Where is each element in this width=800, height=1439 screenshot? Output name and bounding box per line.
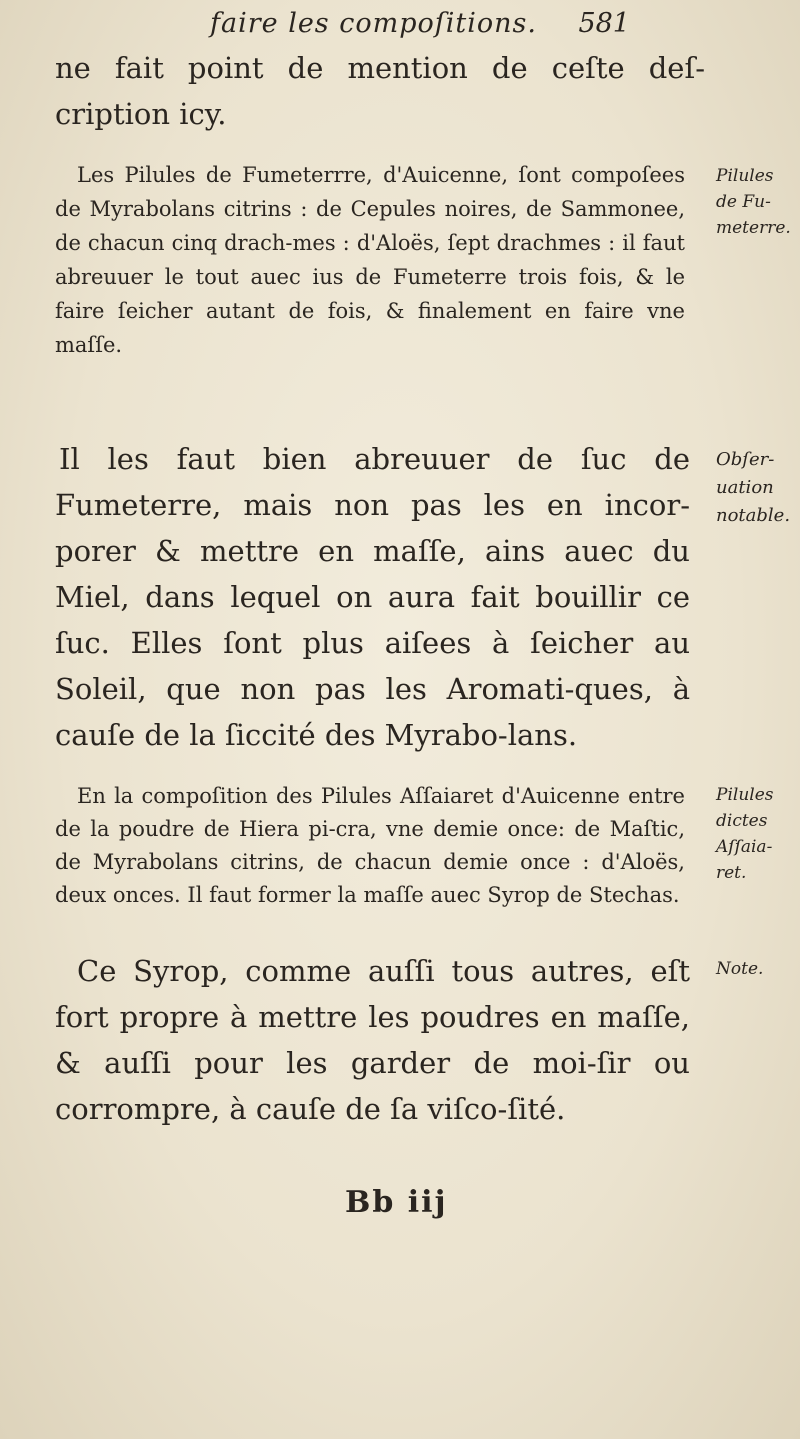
margin-note-line: de Fu-: [716, 192, 771, 212]
margin-note-line: ret.: [716, 863, 747, 883]
margin-note-line: meterre.: [716, 218, 791, 238]
margin-note-line: dictes: [716, 811, 768, 831]
margin-note-line: Pilules: [716, 785, 774, 805]
margin-note-line: Pilules: [716, 166, 774, 186]
margin-note-assaiaret: [716, 782, 798, 886]
signature-mark: Bb iij: [345, 1185, 448, 1220]
paragraph-continuation: ne fait point de mention de ceſte deſ-cription icy.: [55, 51, 705, 131]
margin-note-line: Note.: [716, 959, 764, 979]
margin-note-line: uation: [716, 477, 774, 498]
margin-note-line: notable.: [716, 505, 791, 526]
running-title: faire les compoſitions.: [210, 8, 537, 39]
margin-note-note: [716, 956, 798, 982]
paragraph-syrup-note: Ce Syrop, comme auſſi tous autres, eſt fort propre à mettre les poudres en maſſe, & auſſi pour les garder de moi-ſir ou corrompre, à cauſe de ſa viſco-ſité.: [55, 954, 690, 1126]
margin-note-fumeterre: [716, 163, 798, 241]
margin-note-observation: [716, 446, 798, 530]
margin-note-line: Obſer-: [716, 449, 775, 470]
paragraph-assaiaret-pills: En la compoſition des Pilules Aſſaiaret d'Auicenne entre de la poudre de Hiera pi-cra, vne demie once: de Maſtic, de Myrabolans citrins, de chacun demie once : d'Aloës, deux onces. Il faut former la maſſe auec Syrop de Stechas.: [55, 784, 685, 907]
margin-note-line: Aſſaia-: [716, 837, 773, 857]
page-number: 581: [578, 8, 630, 39]
paragraph-fumeterre-pills: Les Pilules de Fumeterrre, d'Auicenne, ſont compoſees de Myrabolans citrins : de Cepules noires, de Sammonee, de chacun cinq drach-mes : d'Aloës, ſept drachmes : il faut abreuuer le tout auec ius de Fumeterre trois fois, & le faire ſeicher autant de fois, & finalement en faire vne maſſe.: [55, 163, 685, 357]
paragraph-observation: Il les faut bien abreuuer de ſuc de Fumeterre, mais non pas les en incor-porer & mettre en maſſe, ains auec du Miel, dans lequel on aura fait bouillir ce ſuc. Elles ſont plus aiſees à ſeicher au Soleil, que non pas les Aromati-ques, à cauſe de la ſiccité des Myrabo-lans.: [55, 442, 690, 752]
